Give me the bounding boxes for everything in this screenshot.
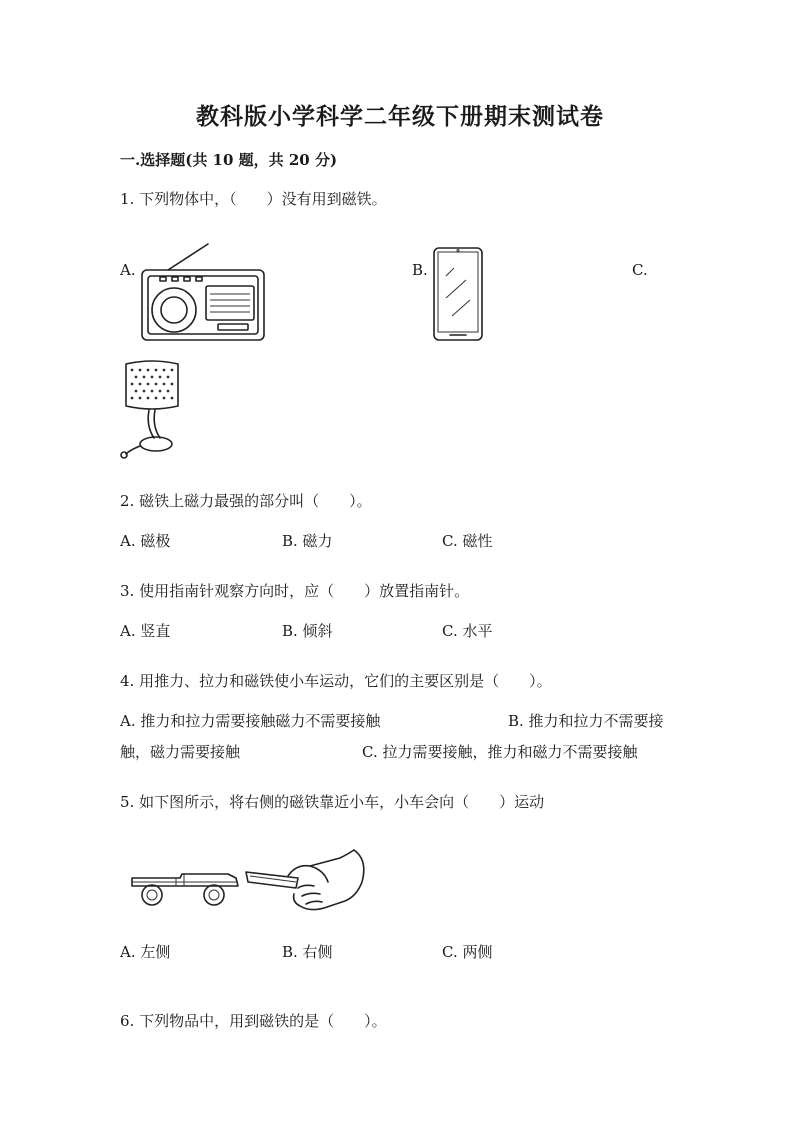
q4-option-b-continued: 触，磁力需要接触 [120, 743, 241, 761]
question-1-stem: 1. 下列物体中，（ ）没有用到磁铁。 [120, 190, 387, 208]
q3-option-c[interactable]: C. 水平 [442, 622, 493, 640]
hand-holding-magnet-icon [244, 848, 370, 914]
page-title: 教科版小学科学二年级下册期末测试卷 [196, 103, 604, 130]
q1-option-a[interactable]: A. [120, 261, 136, 279]
q5-option-b[interactable]: B. 右侧 [282, 943, 333, 961]
question-4-stem: 4. 用推力、拉力和磁铁使小车运动，它们的主要区别是（ ）。 [120, 672, 552, 690]
question-2-stem: 2. 磁铁上磁力最强的部分叫（ ）。 [120, 492, 372, 510]
toy-car-icon [128, 862, 242, 912]
radio-icon [138, 240, 268, 344]
q4-option-c[interactable]: C. 拉力需要接触，推力和磁力不需要接触 [362, 743, 638, 761]
question-5-stem: 5. 如下图所示，将右侧的磁铁靠近小车，小车会向（ ）运动 [120, 793, 545, 811]
q3-option-a[interactable]: A. 竖直 [120, 622, 171, 640]
q3-option-b[interactable]: B. 倾斜 [282, 622, 333, 640]
q2-option-c[interactable]: C. 磁性 [442, 532, 493, 550]
q4-option-b[interactable]: B. 推力和拉力不需要接 [508, 712, 664, 730]
q2-option-a[interactable]: A. 磁极 [120, 532, 171, 550]
q1-option-c[interactable]: C. [632, 261, 648, 279]
q5-option-c[interactable]: C. 两侧 [442, 943, 493, 961]
question-3-stem: 3. 使用指南针观察方向时，应（ ）放置指南针。 [120, 582, 470, 600]
q2-option-b[interactable]: B. 磁力 [282, 532, 333, 550]
smartphone-icon [432, 246, 484, 342]
table-lamp-icon [116, 356, 186, 460]
q5-option-a[interactable]: A. 左侧 [120, 943, 171, 961]
q1-option-b[interactable]: B. [412, 261, 428, 279]
section-heading: 一.选择题(共 10 题，共 20 分) [120, 151, 338, 169]
q4-option-a[interactable]: A. 推力和拉力需要接触磁力不需要接触 [120, 712, 381, 730]
question-6-stem: 6. 下列物品中，用到磁铁的是（ ）。 [120, 1012, 387, 1030]
